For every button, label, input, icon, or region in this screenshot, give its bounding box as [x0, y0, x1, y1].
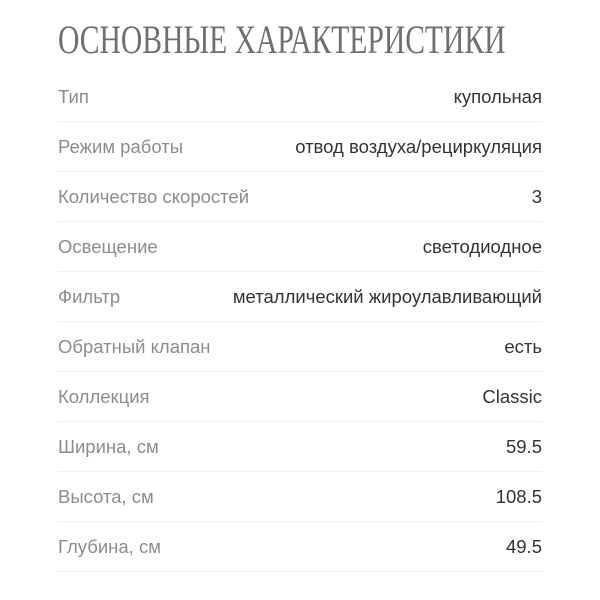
spec-row-depth: [58, 522, 542, 572]
spec-value: 59.5: [505, 435, 542, 457]
spec-value: 3: [531, 185, 542, 207]
spec-row-filter: [58, 272, 542, 322]
spec-row-check-valve: [58, 322, 542, 372]
spec-row-collection: [58, 372, 542, 422]
spec-label: Глубина, см: [58, 535, 161, 557]
spec-value: есть: [504, 335, 542, 357]
spec-value: 108.5: [495, 485, 542, 507]
specs-table: [58, 72, 542, 572]
spec-value: купольная: [453, 85, 542, 107]
spec-label: Количество скоростей: [58, 185, 250, 207]
spec-row-type: [58, 72, 542, 122]
spec-label: Коллекция: [58, 385, 150, 407]
spec-value: металлический жироулавливающий: [232, 285, 542, 307]
spec-row-mode: [58, 122, 542, 172]
spec-row-speeds: [58, 172, 542, 222]
spec-label: Обратный клапан: [58, 335, 211, 357]
spec-label: Режим работы: [58, 135, 184, 157]
spec-row-lighting: [58, 222, 542, 272]
spec-label: Ширина, см: [58, 435, 159, 457]
spec-value: отвод воздуха/рециркуляция: [295, 135, 542, 157]
spec-label: Фильтр: [58, 285, 121, 307]
spec-value: Classic: [482, 385, 542, 407]
spec-row-height: [58, 472, 542, 522]
spec-value: светодиодное: [422, 235, 542, 257]
spec-row-width: [58, 422, 542, 472]
section-title: ОСНОВНЫЕ ХАРАКТЕРИСТИКИ: [58, 17, 506, 62]
spec-label: Освещение: [58, 235, 158, 257]
spec-label: Высота, см: [58, 485, 154, 507]
spec-value: 49.5: [505, 535, 542, 557]
spec-label: Тип: [58, 85, 89, 107]
